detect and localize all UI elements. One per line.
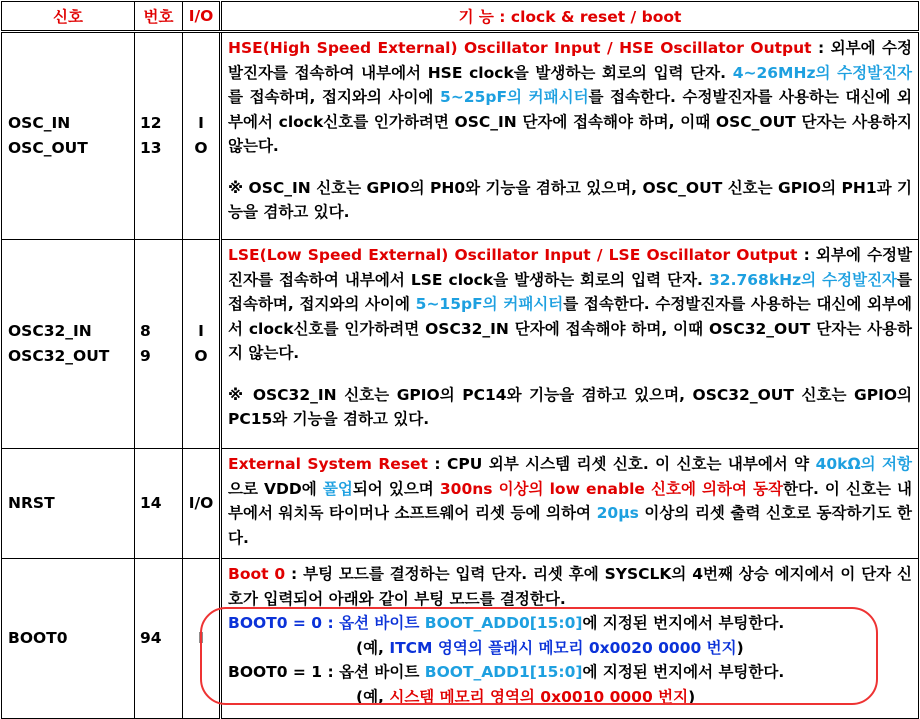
text-segment: 5~15pF의 커패시터 xyxy=(415,295,564,313)
function-description xyxy=(228,243,912,366)
header-signal: 신호 xyxy=(2,2,135,32)
row-nrst xyxy=(2,449,919,559)
signal-name: OSC32_IN xyxy=(8,322,92,340)
io-cell xyxy=(183,32,221,240)
text-segment: BOOT0 = 0 : 옵션 바이트 xyxy=(228,614,425,632)
io-value: O xyxy=(194,139,208,157)
pin-number: 13 xyxy=(140,139,162,157)
function-cell xyxy=(221,449,919,559)
text-segment: BOOT_ADD0[15:0] xyxy=(424,614,583,632)
text-segment: HSE(High Speed External) Oscillator Input / HSE Oscillator Output xyxy=(228,39,812,57)
text-segment: 20μs xyxy=(596,504,639,522)
text-segment: 이상의 리셋 출력 신호로 동작하기도 한다. xyxy=(228,504,913,547)
signal-cell xyxy=(2,32,135,240)
header-row xyxy=(2,2,919,32)
text-segment: : 외부에 수정발진자를 접속하여 내부에서 HSE clock을 발생하는 회로의 입력 단자. xyxy=(228,39,912,82)
text-segment: ) xyxy=(688,687,696,706)
highlight-box xyxy=(200,607,878,705)
text-segment: (예, xyxy=(356,687,390,706)
row-boot0 xyxy=(2,559,919,719)
text-segment: 에 지정된 번지에서 부팅한다. xyxy=(582,614,785,632)
text-segment: 32.768kHz의 수정발진자 xyxy=(709,270,898,289)
io-value: I/O xyxy=(188,494,214,512)
number-cell xyxy=(135,559,183,719)
text-segment: 되어 있으며 xyxy=(352,479,440,498)
pin-number: 14 xyxy=(140,494,162,512)
signal-name: OSC_IN xyxy=(8,114,71,132)
text-segment: ITCM 영역의 플래시 메모리 0x0020 0000 번지 xyxy=(389,638,737,657)
signal-name: OSC_OUT xyxy=(8,139,88,157)
io-value: I xyxy=(198,322,204,340)
signal-name: NRST xyxy=(8,494,55,512)
text-segment: : CPU 외부 시스템 리셋 신호. 이 신호는 내부에서 약 xyxy=(427,455,816,473)
text-segment: Boot 0 xyxy=(228,565,286,583)
function-note: ※ OSC_IN 신호는 GPIO의 PH0와 기능을 겸하고 있으며, OSC_OUT 신호는 GPIO의 PH1과 기능을 겸하고 있다. xyxy=(228,178,912,221)
text-segment: 풀업 xyxy=(322,479,353,498)
function-description xyxy=(228,36,912,159)
io-cell xyxy=(183,449,221,559)
text-segment: 300ns 이상의 low enable 신호에 의하여 동작 xyxy=(439,479,783,498)
signal-cell xyxy=(2,240,135,449)
text-segment: : 외부에 수정발진자를 접속하여 내부에서 LSE clock을 발생하는 회로의 입력 단자. xyxy=(228,246,912,289)
text-segment: 으로 VDD에 xyxy=(228,479,323,498)
text-segment: 를 접속하며, 접지와의 사이에 xyxy=(228,270,913,313)
signal-cell xyxy=(2,449,135,559)
pin-number: 12 xyxy=(140,114,162,132)
header-io: I/O xyxy=(183,2,221,32)
text-segment: ) xyxy=(736,638,744,657)
io-value: O xyxy=(194,347,208,365)
row-osc xyxy=(2,32,919,240)
function-description xyxy=(228,562,912,611)
function-description xyxy=(228,452,912,550)
text-segment: : 부팅 모드를 결정하는 입력 단자. 리셋 후에 SYSCLK의 4번째 상승 에지에서 이 단자 신호가 입력되어 아래와 같이 부팅 모드를 결정한다. xyxy=(228,565,912,608)
text-segment: 시스템 메모리 영역의 0x0010 0000 번지 xyxy=(389,687,689,706)
text-segment: (예, xyxy=(356,638,390,657)
text-segment: LSE(Low Speed External) Oscillator Input / LSE Oscillator Output xyxy=(228,246,798,264)
function-cell xyxy=(221,240,919,449)
text-segment: 를 접속한다. 수정발진자를 사용하는 대신에 외부에서 clock신호를 인가하려면 OSC32_IN 단자에 접속해야 하며, 이때 OSC32_OUT 단자는 사용하지 않는다. xyxy=(228,295,912,362)
signal-cell xyxy=(2,559,135,719)
text-segment: 한다. 이 신호는 내부에서 워치독 타이머나 소프트웨어 리셋 등에 의하여 xyxy=(228,479,912,522)
function-cell xyxy=(221,32,919,240)
pin-table xyxy=(1,1,919,719)
text-segment: External System Reset xyxy=(228,455,428,473)
function-note: ※ OSC32_IN 신호는 GPIO의 PC14와 기능을 겸하고 있으며, OSC32_OUT 신호는 GPIO의 PC15와 기능을 겸하고 있다. xyxy=(228,385,912,428)
boot-mode-block xyxy=(228,611,912,709)
function-cell xyxy=(221,559,919,719)
number-cell xyxy=(135,240,183,449)
signal-name: BOOT0 xyxy=(8,629,68,647)
text-segment: 에 지정된 번지에서 부팅한다. xyxy=(582,663,785,681)
text-segment: 를 접속하며, 접지와의 사이에 xyxy=(228,88,441,106)
header-function: 기 능 : clock & reset / boot xyxy=(221,2,919,32)
signal-name: OSC32_OUT xyxy=(8,347,110,365)
pin-number: 8 xyxy=(140,322,151,340)
text-segment: BOOT_ADD1[15:0] xyxy=(424,663,583,681)
io-value: I xyxy=(198,114,204,132)
text-segment: 4~26MHz의 수정발진자 xyxy=(732,63,912,82)
header-number: 번호 xyxy=(135,2,183,32)
text-segment: 5~25pF의 커패시터 xyxy=(440,88,589,106)
io-cell xyxy=(183,240,221,449)
number-cell xyxy=(135,449,183,559)
text-segment: 를 접속한다. 수정발진자를 사용하는 대신에 외부에서 clock신호를 인가하려면 OSC_IN 단자에 접속해야 하며, 이때 OSC_OUT 단자는 사용하지 않는다. xyxy=(228,88,912,155)
pin-number: 9 xyxy=(140,347,151,365)
text-segment: BOOT0 = 1 : 옵션 바이트 xyxy=(228,663,425,681)
number-cell xyxy=(135,32,183,240)
row-osc32 xyxy=(2,240,919,449)
pin-number: 94 xyxy=(140,629,162,647)
io-value: I xyxy=(198,629,204,647)
text-segment: 40kΩ의 저항 xyxy=(815,455,912,473)
